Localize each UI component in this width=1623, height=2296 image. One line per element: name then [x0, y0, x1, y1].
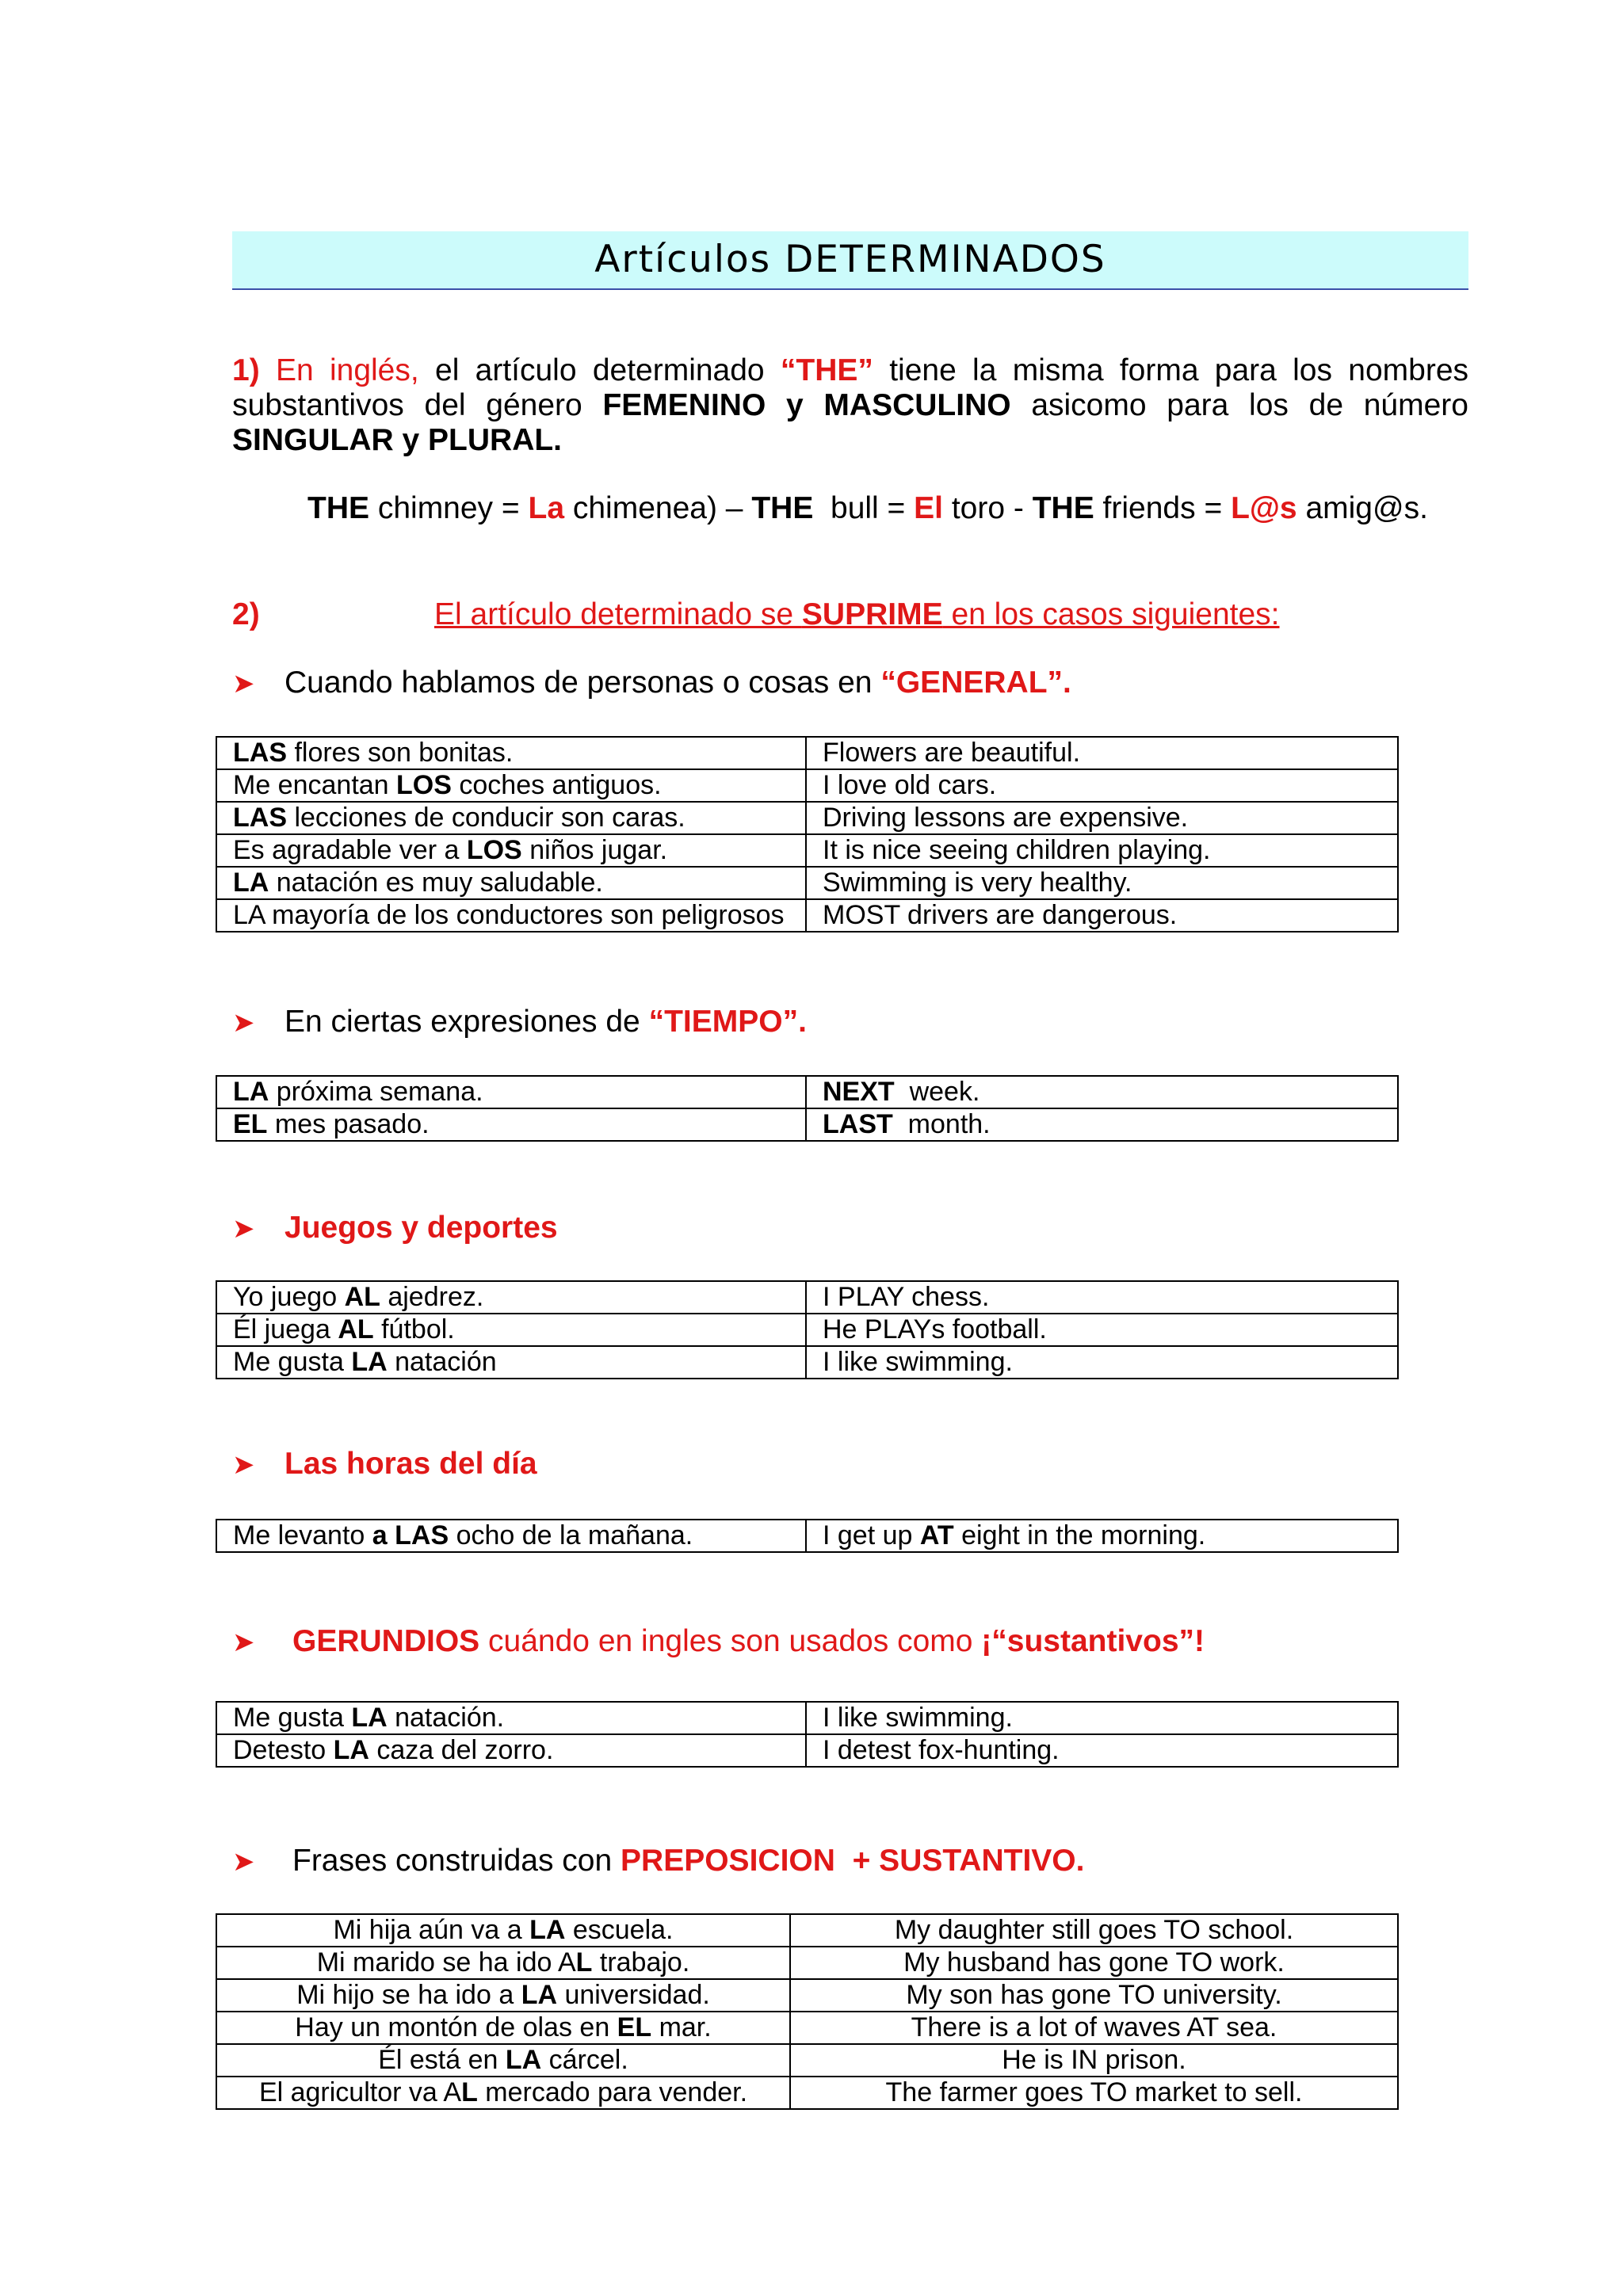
cell-text: Es agradable ver a: [233, 835, 467, 865]
table-row: [216, 1520, 1398, 1552]
table-row: [216, 1076, 1398, 1108]
table-horas: [216, 1519, 1399, 1553]
cell-text: I like swimming.: [823, 1703, 1013, 1733]
cell-text: LA mayoría de los conductores son peligrosos: [233, 900, 785, 930]
cell-text: Él juega: [233, 1314, 338, 1344]
cell-text: cárcel.: [541, 2045, 628, 2075]
cell-text: I detest fox-hunting.: [823, 1735, 1060, 1765]
english-cell: [806, 834, 1398, 867]
table-frases: [216, 1913, 1399, 2110]
bullet-gerundios: [232, 1624, 1205, 1659]
cell-text: MOST drivers are dangerous.: [823, 900, 1178, 930]
bullet-frases-em: PREPOSICION + SUSTANTIVO.: [621, 1844, 1085, 1878]
cell-text: Me encantan: [233, 770, 397, 800]
bullet-tiempo-text: En ciertas expresiones de: [285, 1005, 649, 1039]
bullet-general: [232, 666, 1071, 700]
table-row: [216, 737, 1398, 769]
table-row: [216, 867, 1398, 899]
example-line: [307, 491, 1428, 526]
cell-text: Mi hijo se ha ido a: [296, 1980, 521, 2010]
english-cell: [806, 1346, 1398, 1379]
arrowhead-bullet-icon: ➤: [232, 1008, 255, 1038]
table-row: [216, 2012, 1398, 2044]
table-row: [216, 1108, 1398, 1141]
spanish-cell: [216, 1108, 806, 1141]
cell-text: lecciones de conducir son caras.: [287, 803, 685, 833]
spanish-cell: [216, 1281, 806, 1314]
table-row: [216, 1702, 1398, 1734]
english-cell: [790, 1947, 1398, 1979]
section-2-number: 2): [232, 597, 260, 631]
spanish-cell: [216, 1076, 806, 1108]
bullet-horas-em: Las horas del día: [285, 1447, 537, 1481]
bold-article: LA: [529, 1915, 566, 1945]
bullet-tiempo-em: “TIEMPO”.: [648, 1005, 807, 1039]
english-cell: [806, 802, 1398, 834]
cell-text: Mi hija aún va a: [333, 1915, 530, 1945]
spanish-cell: [216, 899, 806, 932]
cell-text: niños jugar.: [521, 835, 668, 865]
cell-text: month.: [892, 1109, 991, 1139]
table-row: [216, 1947, 1398, 1979]
spanish-cell: [216, 2044, 790, 2077]
table-tiempo: [216, 1075, 1399, 1142]
example-text-4: toro -: [943, 491, 1033, 525]
english-cell: [790, 2044, 1398, 2077]
section-1-lead: En inglés,: [275, 353, 419, 387]
arrowhead-bullet-icon: ➤: [232, 1847, 255, 1877]
example-text-1: chimney =: [369, 491, 529, 525]
bullet-gerundios-em: GERUNDIOS: [292, 1624, 480, 1658]
cell-text: My husband has gone TO work.: [903, 1947, 1285, 1978]
spanish-cell: [216, 1520, 806, 1552]
cell-text: ajedrez.: [380, 1282, 484, 1312]
bold-article: LAS: [233, 738, 287, 768]
bold-article: LA: [351, 1347, 388, 1377]
table-row: [216, 1346, 1398, 1379]
cell-text: I like swimming.: [823, 1347, 1013, 1377]
table-general: [216, 736, 1399, 933]
bold-article: EL: [617, 2012, 652, 2042]
english-cell: [790, 2012, 1398, 2044]
bold-article: LA: [505, 2045, 542, 2075]
english-cell: [806, 899, 1398, 932]
bold-article: LOS: [466, 835, 522, 865]
spanish-cell: [216, 2012, 790, 2044]
cell-text: It is nice seeing children playing.: [823, 835, 1211, 865]
english-cell: [806, 867, 1398, 899]
cell-text: I PLAY chess.: [823, 1282, 990, 1312]
example-las: L@s: [1231, 491, 1297, 525]
english-cell: [806, 769, 1398, 802]
bullet-tiempo: [232, 1005, 807, 1039]
arrowhead-bullet-icon: ➤: [232, 669, 255, 699]
bold-article: AT: [919, 1520, 954, 1550]
cell-text: ocho de la mañana.: [449, 1520, 693, 1550]
cell-text: He PLAYs football.: [823, 1314, 1047, 1344]
cell-text: The farmer goes TO market to sell.: [885, 2077, 1303, 2107]
example-text-6: amig@s.: [1296, 491, 1428, 525]
cell-text: Flowers are beautiful.: [823, 738, 1081, 768]
example-el: El: [914, 491, 944, 525]
bold-article: AL: [344, 1282, 380, 1312]
bullet-juegos-em: Juegos y deportes: [285, 1211, 558, 1245]
spanish-cell: [216, 1734, 806, 1767]
spanish-cell: [216, 737, 806, 769]
cell-text: mes pasado.: [267, 1109, 430, 1139]
bullet-general-text: Cuando hablamos de personas o cosas en: [285, 666, 881, 700]
spanish-cell: [216, 1914, 790, 1947]
cell-text: My son has gone TO university.: [906, 1980, 1282, 2010]
cell-text: Me gusta: [233, 1347, 352, 1377]
cell-text: Yo juego: [233, 1282, 345, 1312]
bold-article: LA: [521, 1980, 558, 2010]
cell-text: escuela.: [565, 1915, 674, 1945]
bullet-gerundios-em2: ¡“sustantivos”!: [981, 1624, 1205, 1658]
table-row: [216, 769, 1398, 802]
cell-text: week.: [894, 1077, 980, 1107]
title-bar: [232, 231, 1468, 290]
number-emphasis: SINGULAR y PLURAL.: [232, 423, 563, 457]
example-text-2: chimenea) –: [564, 491, 752, 525]
cell-text: Me levanto: [233, 1520, 372, 1550]
cell-text: caza del zorro.: [369, 1735, 554, 1765]
bold-article: LA: [233, 868, 269, 898]
cell-text: flores son bonitas.: [287, 738, 514, 768]
bold-article: LOS: [396, 770, 452, 800]
cell-text: I get up: [823, 1520, 920, 1550]
bold-article: L: [575, 1947, 593, 1978]
cell-text: coches antiguos.: [451, 770, 662, 800]
cell-text: trabajo.: [592, 1947, 690, 1978]
cell-text: He is IN prison.: [1002, 2045, 1186, 2075]
bullet-frases: [232, 1844, 1084, 1878]
bold-article: LAST: [823, 1109, 893, 1139]
spanish-cell: [216, 1947, 790, 1979]
english-cell: [806, 737, 1398, 769]
the-article: “THE”: [780, 353, 873, 387]
cell-text: My daughter still goes TO school.: [894, 1915, 1294, 1945]
spanish-cell: [216, 2077, 790, 2109]
spanish-cell: [216, 1979, 790, 2012]
arrowhead-bullet-icon: ➤: [232, 1214, 255, 1244]
bold-article: LA: [333, 1735, 369, 1765]
table-row: [216, 1314, 1398, 1346]
bullet-gerundios-text: cuándo en ingles son usados como: [479, 1624, 982, 1658]
bold-article: L: [461, 2077, 478, 2107]
page-title: Artículos DETERMINADOS: [594, 238, 1106, 281]
section-1-paragraph: [232, 353, 1468, 458]
spanish-cell: [216, 867, 806, 899]
spanish-cell: [216, 1314, 806, 1346]
section-2-title-a: El artículo determinado se: [434, 597, 802, 631]
cell-text: Driving lessons are expensive.: [823, 803, 1189, 833]
table-row: [216, 2077, 1398, 2109]
table-row: [216, 1281, 1398, 1314]
bold-article: EL: [233, 1109, 268, 1139]
cell-text: Mi marido se ha ido A: [316, 1947, 576, 1978]
cell-text: Me gusta: [233, 1703, 352, 1733]
table-gerundios: [216, 1701, 1399, 1768]
bold-article: AL: [338, 1314, 374, 1344]
section-2-title-b: SUPRIME: [801, 597, 943, 631]
english-cell: [806, 1734, 1398, 1767]
table-row: [216, 1979, 1398, 2012]
english-cell: [806, 1702, 1398, 1734]
table-row: [216, 834, 1398, 867]
example-text-3: bull =: [813, 491, 915, 525]
section-1-number: 1): [232, 353, 260, 387]
example-the-2: THE: [751, 491, 814, 525]
english-cell: [806, 1314, 1398, 1346]
spanish-cell: [216, 834, 806, 867]
cell-text: There is a lot of waves AT sea.: [911, 2012, 1277, 2042]
bold-article: LAS: [233, 803, 287, 833]
table-row: [216, 1914, 1398, 1947]
section-2-title-c: en los casos siguientes:: [942, 597, 1280, 631]
cell-text: universidad.: [557, 1980, 710, 2010]
bold-article: LA: [351, 1703, 388, 1733]
table-row: [216, 1734, 1398, 1767]
cell-text: natación: [387, 1347, 497, 1377]
bullet-juegos: [232, 1211, 558, 1245]
spanish-cell: [216, 802, 806, 834]
english-cell: [790, 2077, 1398, 2109]
english-cell: [790, 1914, 1398, 1947]
cell-text: El agricultor va A: [258, 2077, 462, 2107]
cell-text: Hay un montón de olas en: [295, 2012, 617, 2042]
example-the-3: THE: [1032, 491, 1094, 525]
bullet-frases-text: Frases construidas con: [292, 1844, 621, 1878]
table-juegos: [216, 1280, 1399, 1379]
table-row: [216, 899, 1398, 932]
spanish-cell: [216, 1346, 806, 1379]
section-1-text-b: tiene la misma forma para los nombres substantivos del género: [232, 353, 1469, 422]
english-cell: [806, 1520, 1398, 1552]
example-la: La: [528, 491, 565, 525]
cell-text: mar.: [651, 2012, 712, 2042]
english-cell: [806, 1108, 1398, 1141]
cell-text: mercado para vender.: [477, 2077, 748, 2107]
bold-article: a LAS: [372, 1520, 449, 1550]
cell-text: Swimming is very healthy.: [823, 868, 1132, 898]
section-2-title: [434, 597, 1280, 632]
table-row: [216, 2044, 1398, 2077]
spanish-cell: [216, 1702, 806, 1734]
arrowhead-bullet-icon: ➤: [232, 1450, 255, 1480]
english-cell: [806, 1076, 1398, 1108]
cell-text: próxima semana.: [269, 1077, 483, 1107]
cell-text: Él está en: [378, 2045, 506, 2075]
spanish-cell: [216, 769, 806, 802]
cell-text: Detesto: [233, 1735, 334, 1765]
bullet-general-em: “GENERAL”.: [880, 666, 1071, 700]
cell-text: fútbol.: [373, 1314, 455, 1344]
cell-text: natación.: [387, 1703, 505, 1733]
bullet-horas: [232, 1447, 537, 1482]
section-1-text-a: el artículo determinado: [418, 353, 781, 387]
cell-text: eight in the morning.: [953, 1520, 1206, 1550]
english-cell: [806, 1281, 1398, 1314]
gender-emphasis: FEMENINO y MASCULINO: [602, 388, 1011, 422]
english-cell: [790, 1979, 1398, 2012]
section-1-text-c: asicomo para los de número: [1010, 388, 1468, 422]
table-row: [216, 802, 1398, 834]
cell-text: natación es muy saludable.: [269, 868, 603, 898]
bold-article: LA: [233, 1077, 269, 1107]
example-text-5: friends =: [1094, 491, 1232, 525]
arrowhead-bullet-icon: ➤: [232, 1627, 255, 1657]
cell-text: I love old cars.: [823, 770, 997, 800]
example-the-1: THE: [307, 491, 369, 525]
bold-article: NEXT: [823, 1077, 895, 1107]
